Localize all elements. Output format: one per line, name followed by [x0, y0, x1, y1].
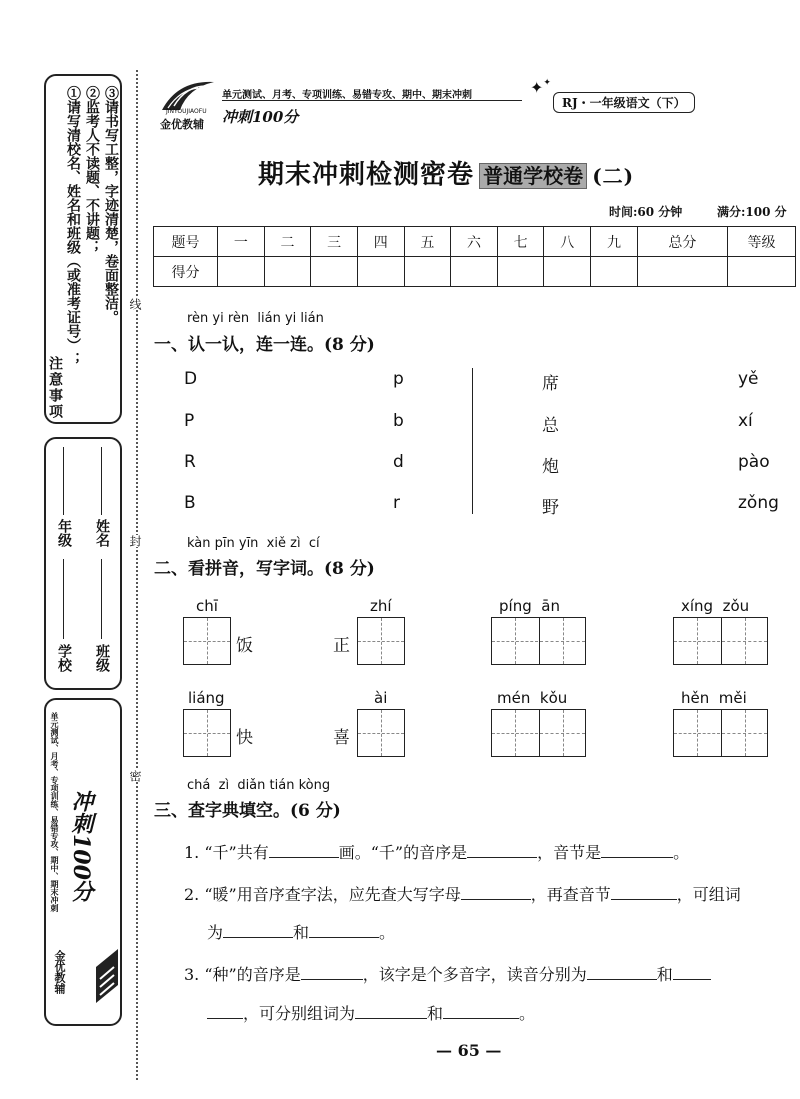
q2-text: 为 [207, 923, 224, 942]
question-2 [184, 882, 741, 905]
student-info-panel [44, 437, 122, 690]
s2-pinyin-menkou: mén kǒu [497, 689, 568, 707]
note-2: ②监考人不读题、不讲题； [84, 86, 100, 254]
score-cell[interactable] [264, 257, 311, 287]
q3-text: ，可分别组词为 [243, 1004, 356, 1023]
side-brand-tagline: 单元测试、月考、专项训练、易错专攻、期中、期末冲刺 [50, 712, 60, 912]
score-header-cell: 三 [311, 227, 358, 257]
s1-col1-item: P [184, 411, 195, 431]
s1-col3-item: 总 [542, 416, 559, 436]
score-header-cell: 二 [264, 227, 311, 257]
exam-title: 期末冲刺检测密卷 [258, 160, 475, 190]
score-header-cell: 一 [218, 227, 265, 257]
score-cell[interactable] [218, 257, 265, 287]
grade-label: 年级 [56, 519, 72, 547]
q3-text: ，该字是个多音字，读音分别为 [362, 965, 587, 984]
s1-col4-item: xí [738, 411, 753, 431]
s1-col2-item: d [393, 452, 404, 472]
header-brand-name: 冲刺100分 [222, 108, 299, 126]
binding-mark-xian: 线 [128, 298, 142, 310]
score-cell[interactable] [728, 257, 796, 287]
s1-col1-item: B [184, 493, 196, 513]
q1-text: 。 [673, 843, 690, 862]
score-cell[interactable] [497, 257, 544, 287]
score-cell[interactable] [591, 257, 638, 287]
answer-blank[interactable] [355, 1003, 427, 1019]
tianzi-box[interactable] [673, 709, 768, 757]
name-field[interactable] [101, 447, 102, 515]
s2-pinyin-zhi: zhí [370, 597, 392, 615]
s2-pinyin-pingan: píng ān [499, 597, 560, 615]
tianzi-box[interactable] [491, 709, 586, 757]
school-field[interactable] [63, 559, 64, 639]
s2-pinyin-henmei: hěn měi [681, 689, 747, 707]
section3-title: 三、查字典填空。(6 分) [154, 801, 341, 821]
name-label: 姓名 [94, 519, 110, 547]
answer-blank[interactable] [611, 884, 677, 900]
note-1: ①请写清校名、姓名和班级（或准考证号）； [65, 86, 81, 366]
s1-col2-item: b [393, 411, 404, 431]
q1-text: 1. “千”共有 [184, 843, 269, 862]
s1-col2-item: p [393, 369, 404, 389]
s2-pinyin-chi: chī [196, 597, 218, 615]
score-cell[interactable] [544, 257, 591, 287]
notes-label: 注意事项 [47, 356, 63, 420]
section3-pinyin: chá zì diǎn tián kòng [187, 778, 331, 793]
binding-mark-feng: 封 [128, 535, 142, 547]
score-table-score-row [154, 257, 796, 287]
exam-title-tag: 普通学校卷 [479, 163, 587, 189]
score-header-cell: 七 [497, 227, 544, 257]
answer-blank[interactable] [223, 922, 293, 938]
section2-title: 二、看拼音，写字词。(8 分) [154, 559, 375, 579]
s1-col3-item: 野 [542, 498, 559, 518]
score-header-cell: 九 [591, 227, 638, 257]
sparkle-icon: ✦✦ [530, 78, 551, 97]
q2-text: 。 [379, 923, 396, 942]
score-table [153, 226, 796, 287]
brand-panel [44, 698, 122, 1026]
q3-text: 和 [656, 965, 673, 984]
score-cell[interactable] [637, 257, 727, 287]
note-3: ③请书写工整，字迹清楚，卷面整洁。 [103, 86, 119, 324]
grade-badge: RJ・一年级语文（下） [553, 92, 695, 113]
class-label: 班级 [94, 644, 110, 672]
q3-text: 3. “种”的音序是 [184, 965, 301, 984]
question-2-cont [207, 920, 395, 943]
tianzi-box[interactable] [491, 617, 586, 665]
section1-pinyin: rèn yi rèn lián yi lián [187, 311, 324, 326]
q2-text: ，可组词 [676, 885, 741, 904]
exam-time: 时间:60 分钟 [609, 205, 683, 219]
s1-col4-item: zǒng [738, 493, 779, 513]
score-header-cell: 六 [451, 227, 498, 257]
header-logo-text: 金优教辅 [160, 118, 204, 131]
page-number: — 65 — [436, 1041, 502, 1060]
side-logo-text: 金优教辅 [53, 950, 66, 994]
score-cell[interactable] [311, 257, 358, 287]
s1-col2-item: r [393, 493, 400, 513]
score-header-cell: 等级 [728, 227, 796, 257]
score-row-label: 得分 [154, 257, 218, 287]
answer-blank[interactable] [673, 964, 711, 980]
binding-mark-mi: 密 [128, 770, 142, 782]
answer-blank[interactable] [269, 842, 339, 858]
s2-char-xi: 喜 [333, 728, 350, 748]
s2-pinyin-xingzou: xíng zǒu [681, 597, 750, 615]
question-3-cont [207, 1001, 535, 1024]
notes-panel [44, 74, 122, 424]
header-rule [222, 100, 522, 101]
tianzi-box[interactable] [183, 617, 231, 665]
question-1 [184, 840, 689, 863]
s2-char-zheng: 正 [333, 636, 350, 656]
answer-blank[interactable] [467, 842, 537, 858]
s1-col1-item: R [184, 452, 196, 472]
q2-text: 和 [293, 923, 310, 942]
s2-char-fan: 饭 [236, 636, 253, 656]
header-logo-pinyin: JINYOUJIAOFU [166, 108, 207, 115]
score-header-cell: 四 [357, 227, 404, 257]
s1-col4-item: pào [738, 452, 770, 472]
q1-text: 画。“千”的音序是 [338, 843, 468, 862]
score-header-cell: 总分 [637, 227, 727, 257]
exam-title-suffix: (二) [592, 164, 635, 188]
s2-pinyin-ai: ài [374, 689, 388, 707]
q1-text: ，音节是 [537, 843, 602, 862]
s1-col1-item: D [184, 369, 198, 389]
s1-col4-item: yě [738, 369, 759, 389]
score-header-cell: 五 [404, 227, 451, 257]
q3-text: 和 [427, 1004, 444, 1023]
s2-pinyin-liang: liáng [188, 689, 225, 707]
score-table-header-row [154, 227, 796, 257]
tianzi-box[interactable] [673, 617, 768, 665]
answer-blank[interactable] [207, 1003, 243, 1019]
answer-blank[interactable] [301, 964, 363, 980]
score-header-cell: 题号 [154, 227, 218, 257]
score-header-cell: 八 [544, 227, 591, 257]
score-cell[interactable] [404, 257, 451, 287]
exam-title-row [258, 154, 634, 191]
exam-full-score: 满分:100 分 [717, 205, 787, 219]
school-label: 学校 [56, 644, 72, 672]
tianzi-box[interactable] [357, 617, 405, 665]
score-cell[interactable] [357, 257, 404, 287]
class-field[interactable] [101, 559, 102, 639]
q2-text: 2. “暖”用音序查字法，应先查大写字母 [184, 885, 461, 904]
score-cell[interactable] [451, 257, 498, 287]
answer-blank[interactable] [443, 1003, 519, 1019]
question-3 [184, 962, 711, 985]
answer-blank[interactable] [309, 922, 379, 938]
section1-divider [472, 368, 473, 514]
answer-blank[interactable] [601, 842, 673, 858]
answer-blank[interactable] [587, 964, 657, 980]
grade-field[interactable] [63, 447, 64, 515]
tianzi-box[interactable] [183, 709, 231, 757]
q2-text: ，再查音节 [530, 885, 611, 904]
tianzi-box[interactable] [357, 709, 405, 757]
answer-blank[interactable] [461, 884, 531, 900]
section1-title: 一、认一认，连一连。(8 分) [154, 335, 375, 355]
side-brand-name: 冲刺100分 [68, 790, 94, 902]
section2-pinyin: kàn pīn yīn xiě zì cí [187, 536, 320, 551]
s2-char-kuai: 快 [236, 728, 253, 748]
header-tagline: 单元测试、月考、专项训练、易错专攻、期中、期末冲刺 [222, 90, 472, 101]
s1-col3-item: 席 [542, 374, 559, 394]
side-logo-icon [94, 945, 120, 1005]
s1-col3-item: 炮 [542, 457, 559, 477]
q3-text: 。 [519, 1004, 536, 1023]
binding-line [136, 70, 138, 1080]
